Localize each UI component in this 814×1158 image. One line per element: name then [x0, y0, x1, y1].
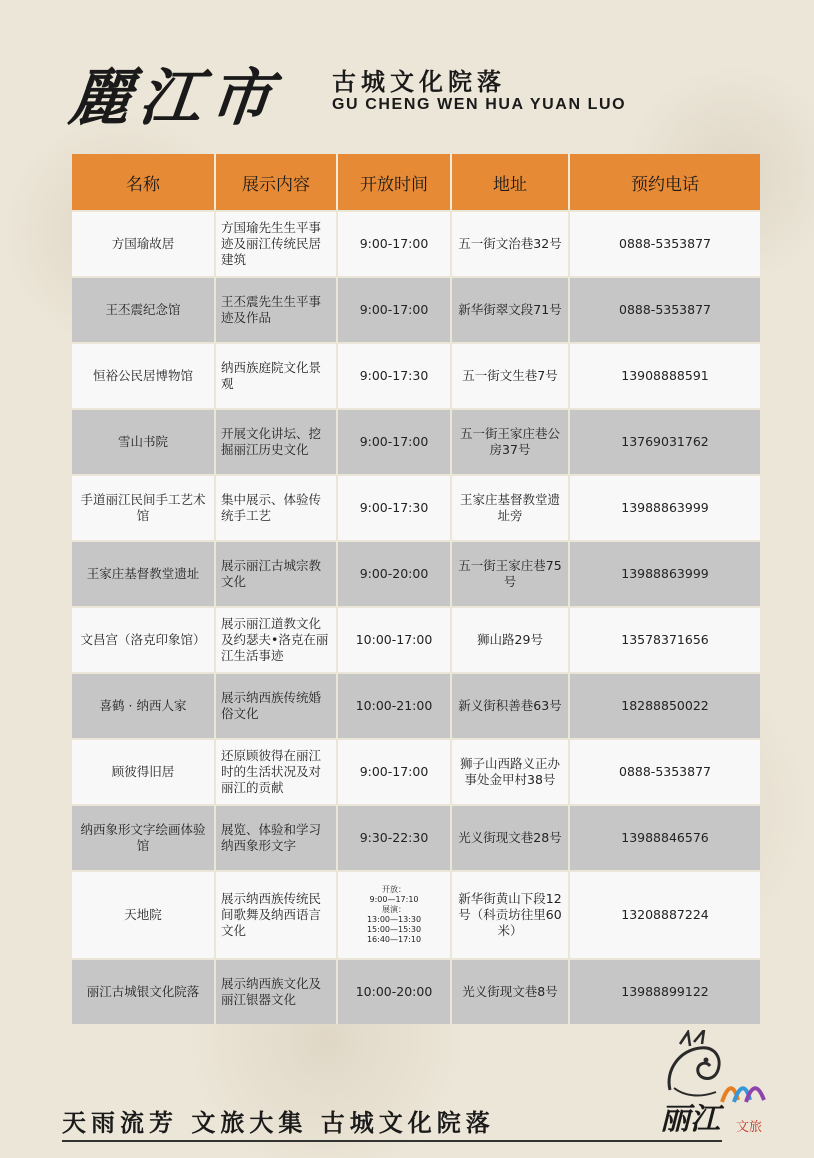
column-header-content: 展示内容	[216, 154, 338, 210]
column-header-phone: 预约电话	[570, 154, 760, 210]
table-row	[72, 606, 760, 672]
cell-hours: 9:00-20:00	[338, 540, 452, 606]
cell-hours: 9:00-17:00	[338, 210, 452, 276]
cell-content: 还原顾彼得在丽江时的生活状况及对丽江的贡献	[216, 738, 338, 804]
cell-address: 五一街文治巷32号	[452, 210, 570, 276]
hours-line: 15:00—15:30	[366, 925, 422, 934]
cell-content: 展示纳西族传统民间歌舞及纳西语言文化	[216, 870, 338, 958]
cell-phone: 0888-5353877	[570, 210, 760, 276]
cell-phone: 13908888591	[570, 342, 760, 408]
cell-address: 五一街王家庄巷公房37号	[452, 408, 570, 474]
table-row	[72, 672, 760, 738]
cell-address: 新华街翠文段71号	[452, 276, 570, 342]
cell-name: 王家庄基督教堂遗址	[72, 540, 216, 606]
cell-address: 新华街黄山下段12号（科贡坊往里60米）	[452, 870, 570, 958]
table-row	[72, 342, 760, 408]
cell-name: 文昌宫（洛克印象馆）	[72, 606, 216, 672]
table-header-row	[72, 154, 760, 210]
color-swoosh-icon	[718, 1078, 768, 1108]
cell-address: 光义街现文巷28号	[452, 804, 570, 870]
table-row	[72, 408, 760, 474]
footer-brand-tag: 文旅	[736, 1120, 763, 1135]
cell-hours: 9:00-17:00	[338, 738, 452, 804]
footer-slogan: 天雨流芳 文旅大集 古城文化院落	[62, 1108, 495, 1137]
table-row	[72, 870, 760, 958]
cell-content: 展示丽江道教文化及约瑟夫•洛克在丽江生活事迹	[216, 606, 338, 672]
table-row	[72, 958, 760, 1024]
hours-line: 展演：	[382, 905, 406, 914]
cell-phone: 13988899122	[570, 958, 760, 1024]
cell-hours: 10:00-21:00	[338, 672, 452, 738]
cell-content: 王丕震先生生平事迹及作品	[216, 276, 338, 342]
cell-hours: 10:00-20:00	[338, 958, 452, 1024]
cell-address: 狮山路29号	[452, 606, 570, 672]
cell-phone: 13578371656	[570, 606, 760, 672]
table-row	[72, 738, 760, 804]
page-header	[65, 48, 670, 134]
hours-line: 13:00—13:30	[366, 915, 422, 924]
cell-name: 顾彼得旧居	[72, 738, 216, 804]
cell-address: 王家庄基督教堂遗址旁	[452, 474, 570, 540]
table-row	[72, 276, 760, 342]
cell-name: 纳西象形文字绘画体验馆	[72, 804, 216, 870]
cell-phone: 13988846576	[570, 804, 760, 870]
cell-address: 五一街王家庄巷75号	[452, 540, 570, 606]
cell-content: 展示纳西族传统婚俗文化	[216, 672, 338, 738]
cell-hours: 10:00-17:00	[338, 606, 452, 672]
column-header-name: 名称	[72, 154, 216, 210]
cell-content: 展示纳西族文化及丽江银器文化	[216, 958, 338, 1024]
cell-address: 新义街积善巷63号	[452, 672, 570, 738]
table-body	[72, 210, 760, 1024]
cell-hours: 9:00-17:00	[338, 408, 452, 474]
column-header-hours: 开放时间	[338, 154, 452, 210]
table-row	[72, 474, 760, 540]
table-row	[72, 804, 760, 870]
hours-line: 开放：	[382, 885, 406, 894]
cell-name: 方国瑜故居	[72, 210, 216, 276]
cell-content: 展示丽江古城宗教文化	[216, 540, 338, 606]
cell-name: 喜鹤 · 纳西人家	[72, 672, 216, 738]
cell-hours: 9:00-17:30	[338, 342, 452, 408]
cell-name: 丽江古城银文化院落	[72, 958, 216, 1024]
cell-phone: 13988863999	[570, 474, 760, 540]
table-row	[72, 210, 760, 276]
table-row	[72, 540, 760, 606]
hours-line: 9:00—17:10	[369, 895, 419, 904]
cell-name: 王丕震纪念馆	[72, 276, 216, 342]
venue-table	[72, 154, 760, 1024]
cell-hours: 9:00-17:30	[338, 474, 452, 540]
column-header-address: 地址	[452, 154, 570, 210]
cell-content: 方国瑜先生生平事迹及丽江传统民居建筑	[216, 210, 338, 276]
cell-content: 展览、体验和学习纳西象形文字	[216, 804, 338, 870]
cell-phone: 13988863999	[570, 540, 760, 606]
cell-address: 光义街现文巷8号	[452, 958, 570, 1024]
footer-divider	[62, 1140, 722, 1142]
cell-name: 恒裕公民居博物馆	[72, 342, 216, 408]
cell-hours: 9:00-17:00	[338, 276, 452, 342]
cell-phone: 0888-5353877	[570, 738, 760, 804]
cell-content: 纳西族庭院文化景观	[216, 342, 338, 408]
cell-hours	[338, 870, 452, 958]
cell-phone: 0888-5353877	[570, 276, 760, 342]
cell-hours: 9:30-22:30	[338, 804, 452, 870]
cell-name: 手道丽江民间手工艺术馆	[72, 474, 216, 540]
subtitle-pinyin: GU CHENG WEN HUA YUAN LUO	[332, 96, 627, 113]
cell-content: 开展文化讲坛、挖掘丽江历史文化	[216, 408, 338, 474]
city-title: 麗江市	[65, 61, 284, 134]
cell-address: 狮子山西路义正办事处金甲村38号	[452, 738, 570, 804]
footer-brand: 丽江	[660, 1102, 720, 1137]
cell-content: 集中展示、体验传统手工艺	[216, 474, 338, 540]
cell-phone: 13769031762	[570, 408, 760, 474]
cell-name: 雪山书院	[72, 408, 216, 474]
subtitle-chinese: 古城文化院落	[332, 67, 506, 96]
cell-phone: 13208887224	[570, 870, 760, 958]
hours-line: 16:40—17:10	[366, 935, 422, 944]
cell-address: 五一街文生巷7号	[452, 342, 570, 408]
cell-phone: 18288850022	[570, 672, 760, 738]
cell-name: 天地院	[72, 870, 216, 958]
